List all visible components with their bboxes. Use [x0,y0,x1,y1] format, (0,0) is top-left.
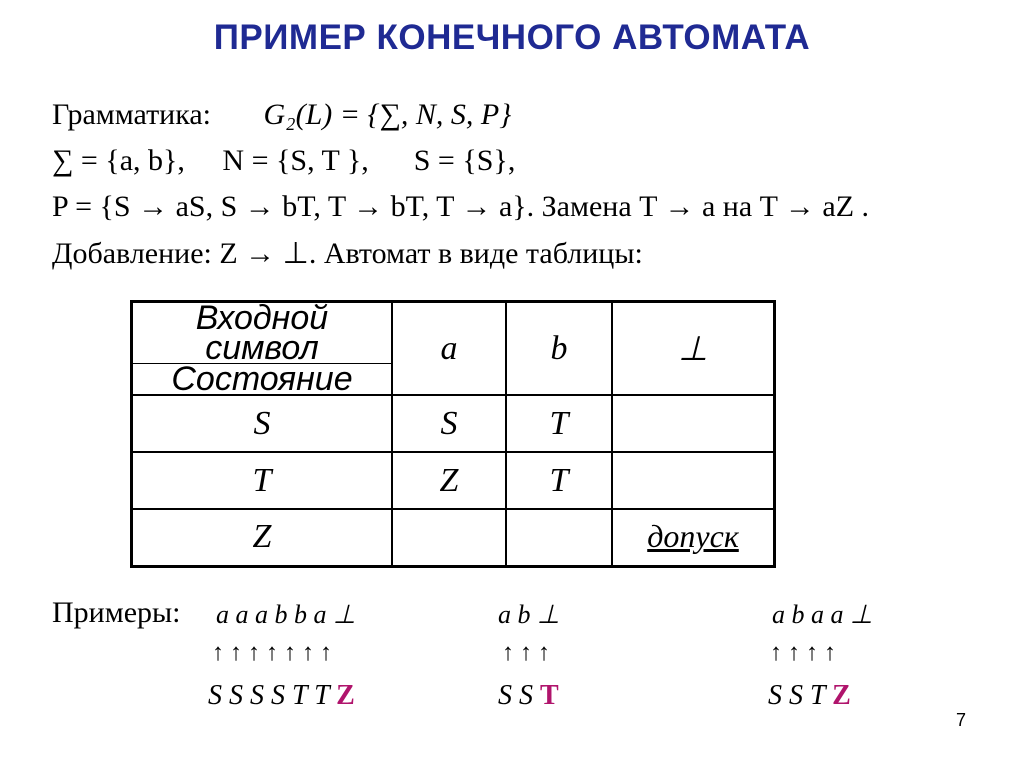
transition-cell [392,509,506,566]
example-arrows: ↑ ↑ ↑ ↑ [770,640,836,666]
sets-line: ∑ = {a, b}, N = {S, T }, S = {S}, [52,144,516,177]
example-input: a a a b b a ⊥ [216,600,356,629]
column-header-a: a [392,302,506,396]
addition-line: Добавление: Z → ⊥. Автомат в виде таблицы: [52,237,643,270]
example-arrows: ↑ ↑ ↑ ↑ ↑ ↑ ↑ [212,640,332,666]
slide-title: ПРИМЕР КОНЕЧНОГО АВТОМАТА [213,18,811,57]
example-input: a b ⊥ [498,600,560,629]
transition-cell [506,509,612,566]
state-cell: S [132,395,393,452]
header-state: Состояние [171,360,353,398]
example-states: S S T Z [768,680,851,711]
transition-table [130,300,776,568]
examples-label: Примеры: [52,596,181,629]
table-row [132,395,775,452]
table-header-row [132,302,775,396]
page-number: 7 [955,710,966,730]
table-corner-header [132,299,393,398]
state-cell: Z [132,509,393,566]
transition-cell: T [506,452,612,509]
transition-cell: T [506,395,612,452]
accept-label: допуск [647,518,739,555]
example-input: a b a a ⊥ [772,600,873,629]
final-state: Z [832,680,851,711]
transition-cell [612,395,775,452]
example-states: S S S S T T Z [208,680,355,711]
transition-cell [612,452,775,509]
grammar-label: Грамматика: [52,98,212,131]
state-cell: T [132,452,393,509]
example-arrows: ↑ ↑ ↑ [502,640,550,666]
final-state: T [540,680,559,711]
final-state: Z [336,680,355,711]
grammar-definition: G₂(L) = {∑, N, S, P} [263,98,512,131]
transition-cell: Z [392,452,506,509]
column-header-b: b [506,302,612,396]
grammar-line [52,98,511,132]
transition-cell: S [392,395,506,452]
column-header-end: ⊥ [612,302,775,396]
productions-line: P = {S → aS, S → bT, T → bT, T → a}. Замена T → a на T → aZ . [52,190,870,223]
table-row [132,452,775,509]
header-input-symbol: Входной символ [133,303,391,364]
example-states: S S T [498,680,559,711]
table-row [132,509,775,566]
